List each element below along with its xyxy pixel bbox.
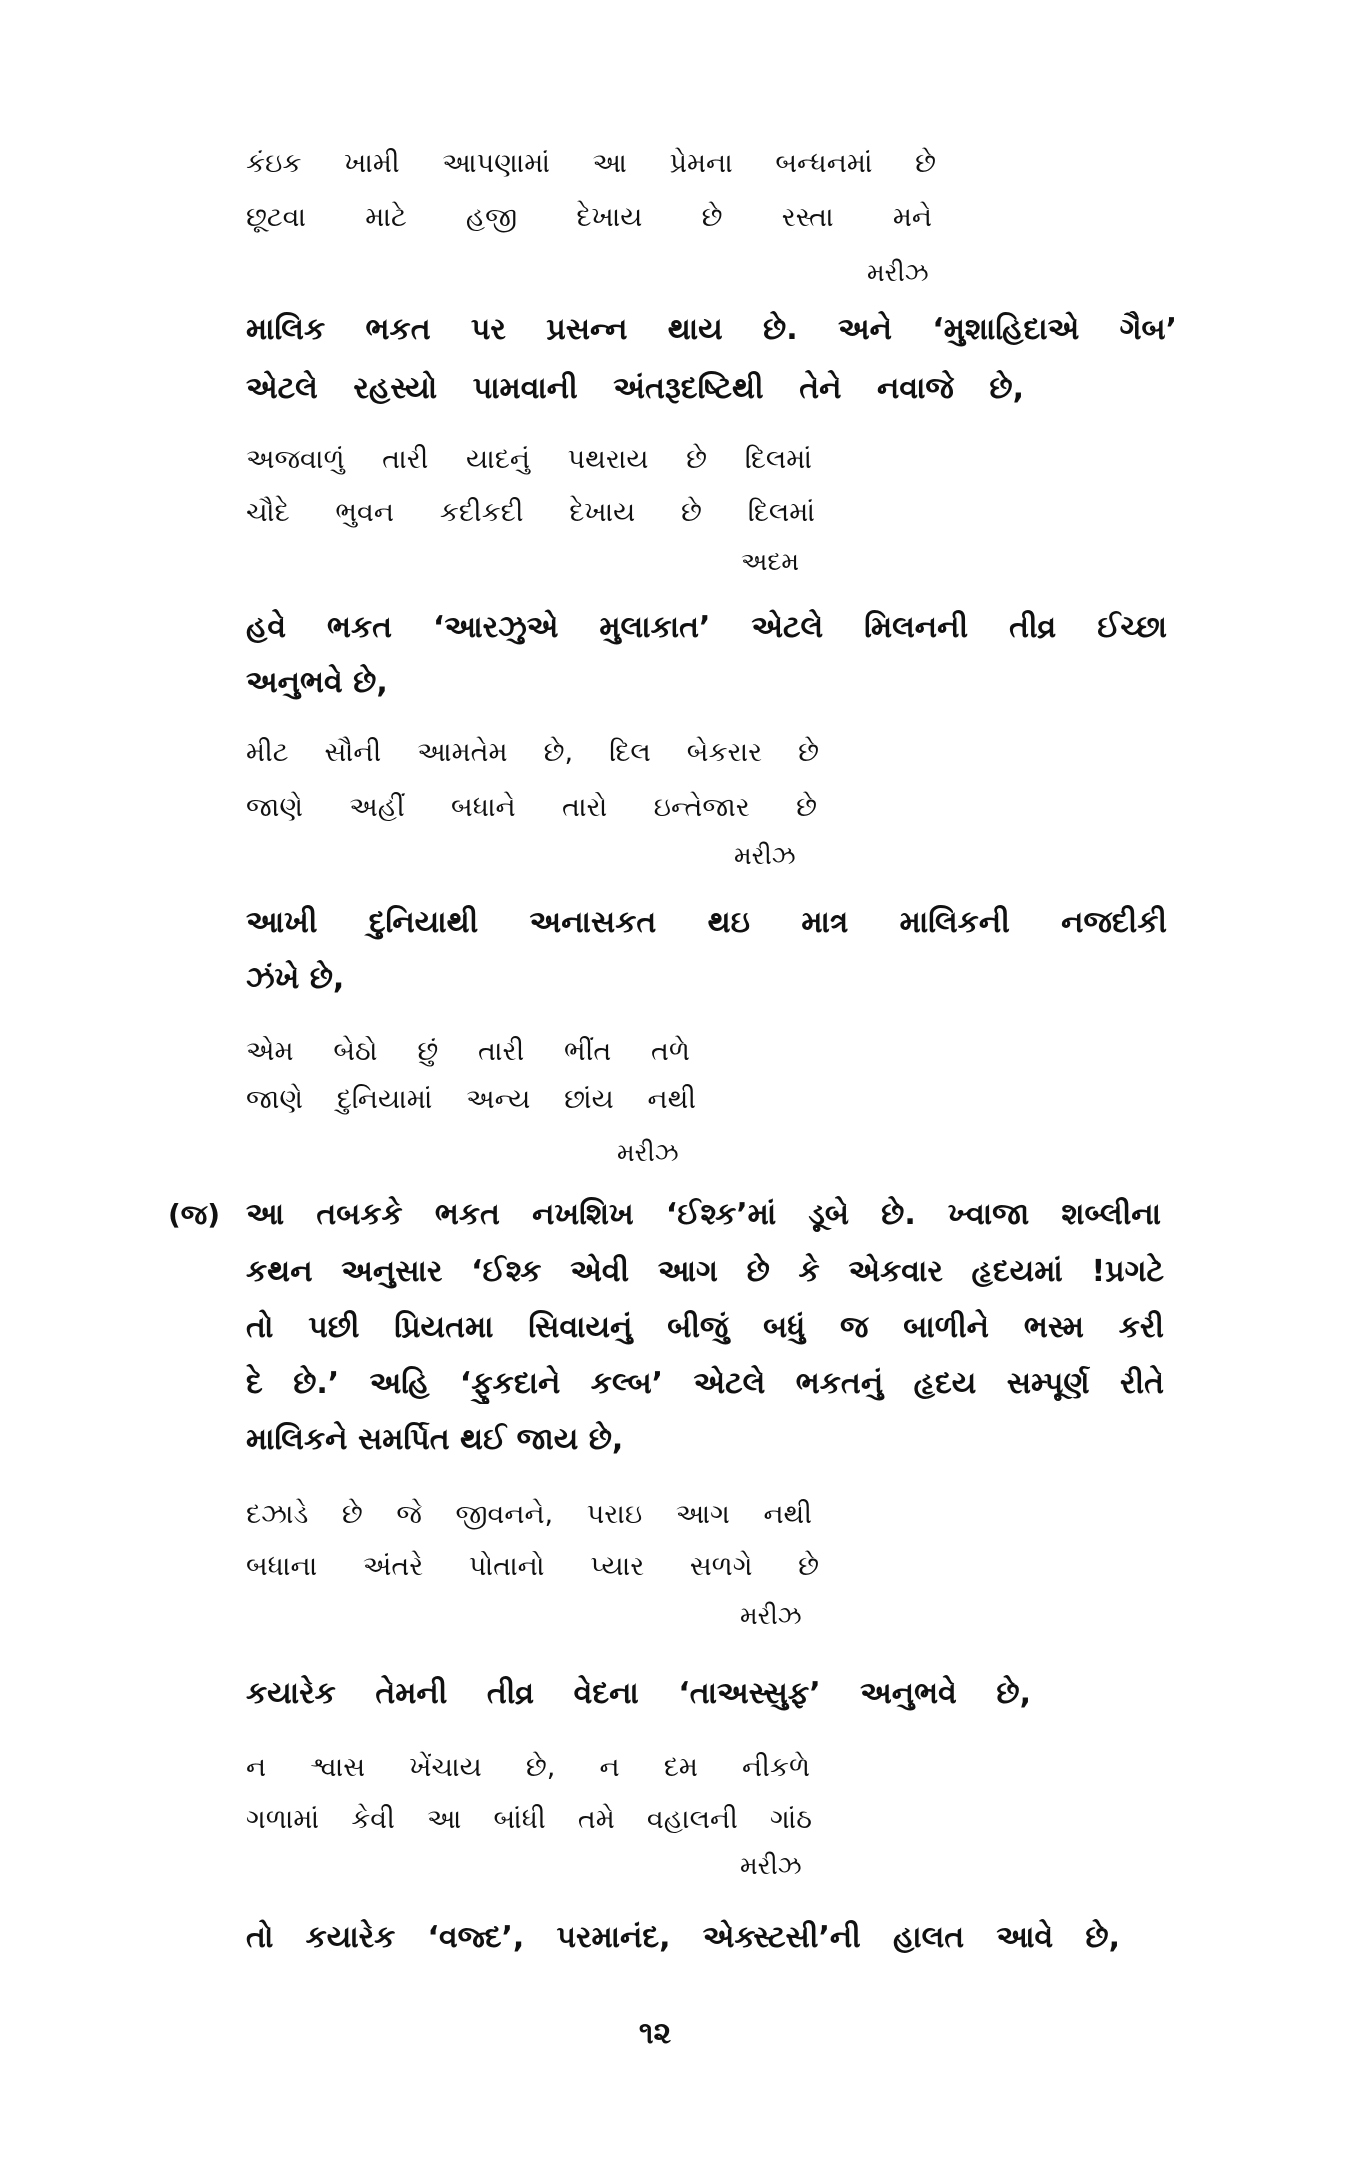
poem-attribution: મરીઝ — [734, 841, 796, 870]
paragraph-line: તો કયારેક ‘વજ્દ’, પરમાનંદ, એક્સ્ટસી’ની હાલત આવે છે, — [246, 1920, 1120, 1955]
poem-line: અજવાળું તારી યાદનું પથરાય છે દિલમાં — [246, 444, 812, 475]
section-label: (જ) — [168, 1198, 221, 1231]
paragraph-line: તો પછી પ્રિયતમા સિવાયનું બીજું બધું જ બાળીને ભસ્મ કરી — [246, 1310, 1164, 1345]
paragraph-line: આ તબકકે ભકત નખશિખ ‘ઈશ્ક’માં ડૂબે છે. ખ્વાજા શબ્લીના — [246, 1197, 1161, 1232]
page-number: ૧૨ — [638, 2016, 672, 2051]
paragraph-line: કથન અનુસાર ‘ઈશ્ક એવી આગ છે કે એકવાર હૃદયમાં !પ્રગટે — [246, 1254, 1164, 1289]
poem-attribution: મરીઝ — [740, 1851, 802, 1880]
poem-line: છૂટવા માટે હજી દેખાય છે રસ્તા મને — [246, 202, 932, 233]
poem-attribution: મરીઝ — [867, 258, 929, 287]
paragraph-line: માલિકને સમર્પિત થઈ જાય છે, — [246, 1422, 624, 1457]
paragraph-line: ઝંખે છે, — [246, 961, 345, 996]
poem-attribution: અદમ — [741, 547, 800, 576]
poem-line: ગળામાં કેવી આ બાંધી તમે વહાલની ગાંઠ — [246, 1804, 812, 1835]
poem-line: ચૌદે ભુવન કદીકદી દેખાય છે દિલમાં — [246, 497, 815, 528]
poem-line: દઝાડે છે જે જીવનને, પરાઇ આગ નથી — [246, 1499, 812, 1530]
paragraph-line: હવે ભકત ‘આરઝુએ મુલાકાત’ એટલે મિલનની તીવ્ર ઈચ્છા — [246, 610, 1167, 645]
paragraph-line: કયારેક તેમની તીવ્ર વેદના ‘તાઅસ્સુફ’ અનુભવે છે, — [246, 1676, 1031, 1711]
poem-line: એમ બેઠો છું તારી ભીંત તળે — [246, 1036, 690, 1067]
poem-line: બધાના અંતરે પોતાનો પ્યાર સળગે છે — [246, 1551, 819, 1582]
paragraph-line: માલિક ભકત પર પ્રસન્ન થાય છે. અને ‘મુશાહિદાએ ગૈબ’ — [246, 312, 1177, 347]
poem-line: જાણે દુનિયામાં અન્ય છાંય નથી — [246, 1084, 696, 1115]
paragraph-line: આખી દુનિયાથી અનાસકત થઇ માત્ર માલિકની નજદીકી — [246, 905, 1167, 940]
poem-line: ન શ્વાસ ખેંચાય છે, ન દમ નીકળે — [246, 1752, 810, 1783]
poem-line: જાણે અહીં બધાને તારો ઇન્તેજાર છે — [246, 792, 817, 823]
poem-attribution: મરીઝ — [617, 1138, 679, 1167]
poem-attribution: મરીઝ — [740, 1601, 802, 1630]
paragraph-line: અનુભવે છે, — [246, 665, 388, 700]
paragraph-line: એટલે રહસ્યો પામવાની અંતરૂદષ્ટિથી તેને નવાજે છે, — [246, 371, 1024, 406]
poem-line: મીટ સૌની આમતેમ છે, દિલ બેકરાર છે — [246, 737, 819, 768]
poem-line: કંઇક ખામી આપણામાં આ પ્રેમના બન્ધનમાં છે — [246, 148, 936, 179]
paragraph-line: દે છે.’ અહિ ‘ફુકદાને કલ્બ’ એટલે ભકતનું હૃદય સમ્પૂર્ણ રીતે — [246, 1366, 1164, 1401]
